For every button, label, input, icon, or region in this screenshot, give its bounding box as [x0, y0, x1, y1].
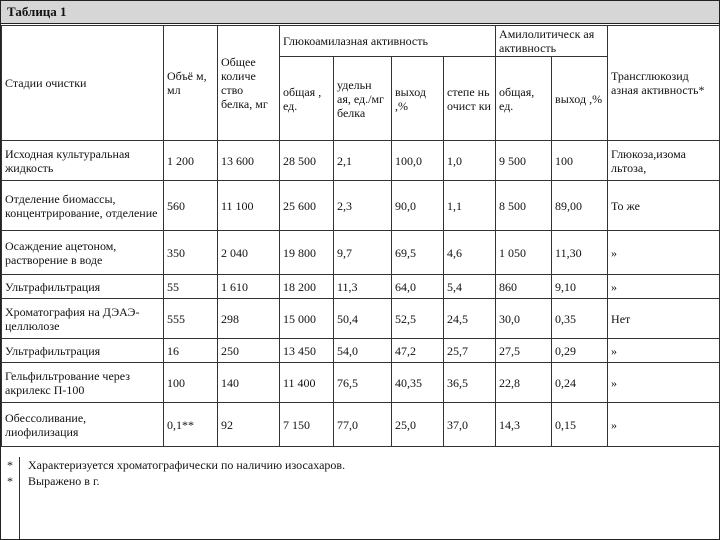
cell: 18 200 — [280, 275, 334, 299]
table-row — [2, 141, 720, 181]
cell: 555 — [164, 299, 218, 339]
cell: 55 — [164, 275, 218, 299]
table-row — [2, 363, 720, 403]
cell: 25,7 — [444, 339, 496, 363]
cell: 11 100 — [218, 181, 280, 231]
footnote-text: Характеризуется хроматографически по наличию изосахаров. — [28, 458, 346, 472]
cell: 0,24 — [552, 363, 608, 403]
cell: 1 200 — [164, 141, 218, 181]
cell: 0,15 — [552, 403, 608, 447]
table-caption: Таблица 1 — [1, 1, 719, 24]
purification-table — [1, 25, 720, 447]
cell-stage: Отделение биомассы, концентрирование, отделение — [2, 181, 164, 231]
cell: 7 150 — [280, 403, 334, 447]
header-trans: Трансглюкозид азная активность* — [608, 26, 720, 141]
cell-stage: Хроматография на ДЭАЭ-целлюлозе — [2, 299, 164, 339]
cell: 9 500 — [496, 141, 552, 181]
header-gluco-yield: выход ,% — [392, 57, 444, 141]
cell: 28 500 — [280, 141, 334, 181]
cell: 1 610 — [218, 275, 280, 299]
cell: 52,5 — [392, 299, 444, 339]
cell: 69,5 — [392, 231, 444, 275]
cell: 19 800 — [280, 231, 334, 275]
cell: 50,4 — [334, 299, 392, 339]
header-gluco-specific: удельн ая, ед./мг белка — [334, 57, 392, 141]
cell: Глюкоза,изома льтоза, — [608, 141, 720, 181]
cell: То же — [608, 181, 720, 231]
cell: 13 600 — [218, 141, 280, 181]
cell: 250 — [218, 339, 280, 363]
cell: 90,0 — [392, 181, 444, 231]
cell: 40,35 — [392, 363, 444, 403]
table-row — [2, 231, 720, 275]
cell-stage: Ультрафильтрация — [2, 339, 164, 363]
header-amylo-yield: выход ,% — [552, 57, 608, 141]
cell: 100 — [164, 363, 218, 403]
cell: 2 040 — [218, 231, 280, 275]
cell: 11 400 — [280, 363, 334, 403]
cell: Нет — [608, 299, 720, 339]
header-gluco-degree: степе нь очист ки — [444, 57, 496, 141]
cell: 100,0 — [392, 141, 444, 181]
footnote — [1, 457, 719, 473]
cell: 100 — [552, 141, 608, 181]
cell: 0,29 — [552, 339, 608, 363]
footnote-text: Выражено в г. — [28, 474, 100, 488]
cell: 11,3 — [334, 275, 392, 299]
cell-stage: Исходная культуральная жидкость — [2, 141, 164, 181]
cell: 350 — [164, 231, 218, 275]
cell: 8 500 — [496, 181, 552, 231]
cell: 0,35 — [552, 299, 608, 339]
cell: 140 — [218, 363, 280, 403]
cell: 560 — [164, 181, 218, 231]
cell: 54,0 — [334, 339, 392, 363]
cell: 30,0 — [496, 299, 552, 339]
table-row — [2, 403, 720, 447]
cell: 2,1 — [334, 141, 392, 181]
cell: 92 — [218, 403, 280, 447]
cell: 298 — [218, 299, 280, 339]
cell: 76,5 — [334, 363, 392, 403]
cell: » — [608, 275, 720, 299]
table-row — [2, 339, 720, 363]
header-volume: Объё м, мл — [164, 26, 218, 141]
footnotes — [1, 457, 719, 489]
cell: 36,5 — [444, 363, 496, 403]
cell: 9,10 — [552, 275, 608, 299]
cell: 1 050 — [496, 231, 552, 275]
cell: 47,2 — [392, 339, 444, 363]
cell: 37,0 — [444, 403, 496, 447]
cell: » — [608, 339, 720, 363]
cell: 4,6 — [444, 231, 496, 275]
table-row — [2, 275, 720, 299]
cell: 27,5 — [496, 339, 552, 363]
table-row — [2, 299, 720, 339]
header-amylo-total: общая, ед. — [496, 57, 552, 141]
header-stage: Стадии очистки — [2, 26, 164, 141]
cell: 1,0 — [444, 141, 496, 181]
cell: 25,0 — [392, 403, 444, 447]
header-amylo-group: Амилолитическ ая активность — [496, 26, 608, 57]
cell: 89,00 — [552, 181, 608, 231]
footnote-mark: * — [1, 457, 20, 473]
cell: » — [608, 403, 720, 447]
cell: 11,30 — [552, 231, 608, 275]
cell: 14,3 — [496, 403, 552, 447]
cell: 24,5 — [444, 299, 496, 339]
cell: 0,1** — [164, 403, 218, 447]
cell: 2,3 — [334, 181, 392, 231]
cell: 64,0 — [392, 275, 444, 299]
cell-stage: Обессоливание, лиофилизация — [2, 403, 164, 447]
cell: 5,4 — [444, 275, 496, 299]
header-total-protein: Общее количе ство белка, мг — [218, 26, 280, 141]
cell: » — [608, 363, 720, 403]
footnote — [1, 473, 719, 489]
cell: 13 450 — [280, 339, 334, 363]
cell-stage: Ультрафильтрация — [2, 275, 164, 299]
cell: 16 — [164, 339, 218, 363]
cell: 77,0 — [334, 403, 392, 447]
cell: 1,1 — [444, 181, 496, 231]
footnote-mark: * — [1, 473, 20, 489]
cell: 9,7 — [334, 231, 392, 275]
header-gluco-group: Глюкоамилазная активность — [280, 26, 496, 57]
header-gluco-total: общая , ед. — [280, 57, 334, 141]
table-row — [2, 181, 720, 231]
cell-stage: Осаждение ацетоном, растворение в воде — [2, 231, 164, 275]
cell: 15 000 — [280, 299, 334, 339]
cell: » — [608, 231, 720, 275]
cell: 22,8 — [496, 363, 552, 403]
cell-stage: Гельфильтрование через акрилекс П-100 — [2, 363, 164, 403]
cell: 860 — [496, 275, 552, 299]
cell: 25 600 — [280, 181, 334, 231]
